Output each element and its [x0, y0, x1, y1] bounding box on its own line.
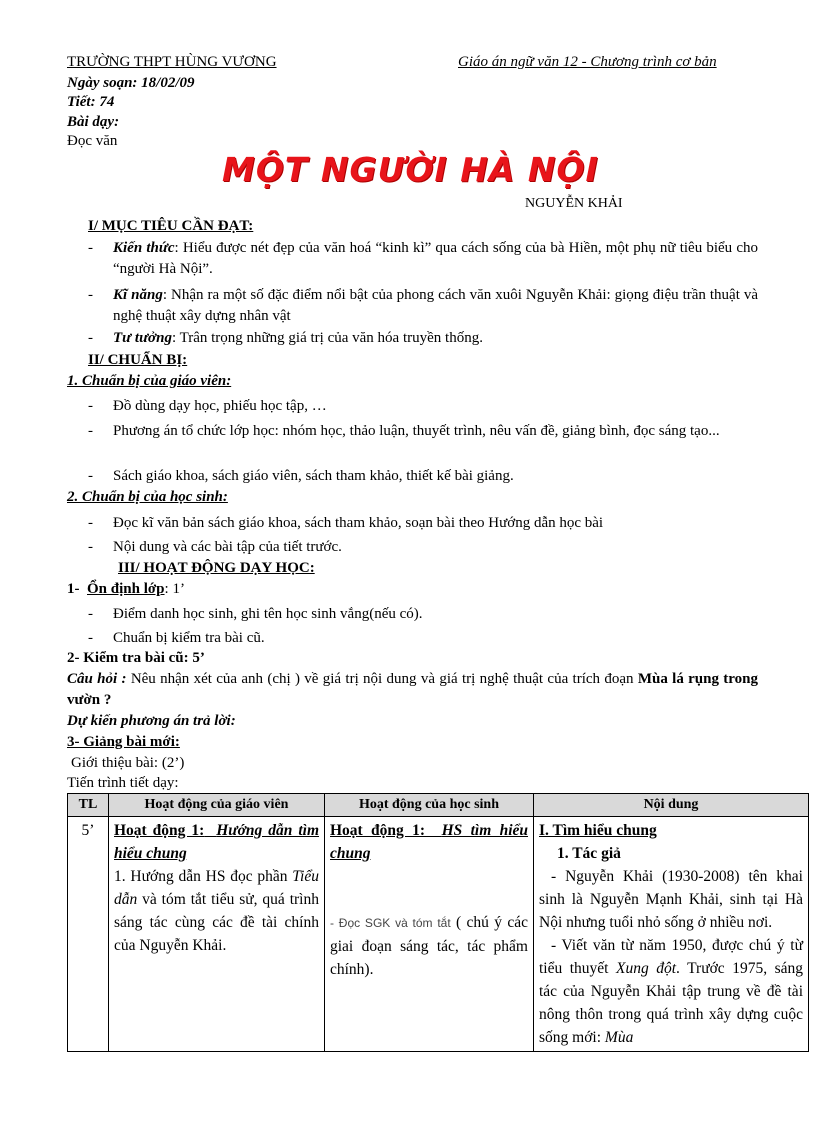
body-emphasis: Mùa — [604, 1029, 634, 1046]
body-text: và tóm tắt tiểu sử, quá trình sáng tác cùng các đề tài chính của Nguyễn Khải. — [114, 891, 319, 954]
question-title: Mùa — [637, 671, 668, 687]
student-prep-item: Đọc kĩ văn bản sách giáo khoa, sách tham khảo, soạn bài theo Hướng dẫn học bài — [113, 515, 604, 531]
body-text: - Viết văn từ năm 1950, được chú ý từ tiểu thuyết — [539, 937, 803, 977]
objective-label: Kiến thức — [113, 240, 175, 256]
intro: Giới thiệu bài: (2’) — [71, 755, 185, 771]
bullet: - — [88, 539, 93, 555]
student-activity-cell — [325, 817, 534, 1052]
student-activity-title — [330, 819, 528, 865]
subject: Đọc văn — [67, 133, 118, 149]
question-text: Nêu nhận xét của anh (chị ) về giá trị nội dung và giá trị nghệ thuật của trích đoạn — [126, 671, 638, 687]
progress-label: Tiến trình tiết dạy: — [67, 775, 179, 791]
content-subheading: 1. Tác giả — [557, 845, 621, 862]
answer-plan: Dự kiến phương án trả lời: — [67, 713, 236, 729]
bullet: - — [88, 330, 93, 346]
activity-name: HS tìm hiểu chung — [330, 822, 529, 862]
page-title: MỘT NGƯỜI HÀ NỘI — [222, 150, 599, 189]
objective-skill — [113, 285, 758, 327]
step1 — [67, 581, 185, 598]
step1-number: 1- — [67, 581, 80, 597]
old-lesson-question — [67, 669, 758, 711]
body-text: . Trước 1975, sáng tác của Nguyễn Khải tập trung về đề tài nông thôn trong quá trình xây dựng cuộc sống mới: — [539, 960, 803, 1046]
question-title-cont: lá rụng trong vườn ? — [67, 671, 759, 708]
table-row — [68, 817, 809, 1052]
lesson-table — [67, 793, 809, 1052]
activity-number: Hoạt động 1: — [114, 822, 205, 839]
body-text: - Đọc SGK và tóm tắt — [330, 916, 451, 930]
step1-item: Điểm danh học sinh, ghi tên học sinh vắng(nếu có). — [113, 606, 423, 622]
section1-heading: I/ MỤC TIÊU CẦN ĐẠT: — [88, 218, 254, 234]
col-header-time: TL — [68, 794, 109, 817]
prep-date: Ngày soạn: 18/02/09 — [67, 75, 195, 91]
step1-time: : 1’ — [164, 581, 185, 597]
content-paragraph: - Nguyễn Khải (1930-2008) tên khai sinh là Nguyễn Mạnh Khải, sinh tại Hà Nội nhưng tuổi nhỏ sống ở nhiều nơi. — [539, 868, 803, 931]
bullet: - — [88, 606, 93, 622]
bullet: - — [88, 630, 93, 646]
body-text: ( chú ý các giai đoạn sáng tác, tác phẩm chính). — [330, 914, 528, 978]
student-prep-item: Nội dung và các bài tập của tiết trước. — [113, 539, 342, 555]
step1-item: Chuẩn bị kiểm tra bài cũ. — [113, 630, 265, 646]
time-cell: 5’ — [68, 817, 109, 1052]
table-header-row — [68, 794, 809, 817]
step3: 3- Giảng bài mới: — [67, 734, 180, 750]
bullet: - — [88, 423, 93, 439]
teacher-prep-heading: 1. Chuẩn bị của giáo viên: — [67, 373, 232, 389]
activity-number: Hoạt động 1: — [330, 822, 425, 839]
teacher-prep-item: Phương án tổ chức lớp học: nhóm học, thảo luận, thuyết trình, nêu vấn đề, giảng bình, đọc sáng tạo... — [113, 423, 720, 439]
body-emphasis: Xung đột — [616, 960, 677, 977]
col-header-teacher: Hoạt động của giáo viên — [109, 794, 325, 817]
col-header-student: Hoạt động của học sinh — [325, 794, 534, 817]
student-activity-body — [330, 911, 528, 981]
objective-label: Tư tưởng — [113, 330, 172, 346]
bullet: - — [88, 468, 93, 484]
content-heading: I. Tìm hiểu chung — [539, 822, 657, 839]
objective-attitude — [113, 328, 758, 349]
content-cell — [534, 817, 809, 1052]
period: Tiết: 74 — [67, 94, 115, 110]
step1-label: Ổn định lớp — [87, 581, 165, 597]
step2: 2- Kiểm tra bài cũ: 5’ — [67, 650, 205, 666]
bullet: - — [88, 240, 93, 256]
teacher-prep-item: Sách giáo khoa, sách giáo viên, sách tham khảo, thiết kế bài giảng. — [113, 468, 514, 484]
section3-heading: III/ HOẠT ĐỘNG DẠY HỌC: — [118, 560, 315, 576]
lesson-label: Bài dạy: — [67, 114, 120, 130]
lesson-plan-label: Giáo án ngữ văn 12 - Chương trình cơ bản — [458, 54, 717, 70]
teacher-activity-title — [114, 819, 319, 865]
objective-text: : Trân trọng những giá trị của văn hóa truyền thống. — [171, 330, 483, 346]
objective-knowledge — [113, 238, 758, 280]
bullet: - — [88, 515, 93, 531]
school-name: TRƯỜNG THPT HÙNG VƯƠNG — [67, 54, 277, 70]
objective-text: : Hiểu được nét đẹp của văn hoá “kinh kì” qua cách sống của bà Hiền, một phụ nữ tiêu biểu cho “người Hà Nội”. — [113, 240, 758, 277]
body-text: 1. Hướng dẫn HS đọc phần — [114, 868, 293, 885]
student-prep-heading: 2. Chuẩn bị của học sinh: — [67, 489, 228, 505]
objective-label: Kĩ năng — [113, 287, 163, 303]
question-label: Câu hỏi : — [67, 671, 127, 687]
teacher-activity-cell — [109, 817, 325, 1052]
bullet: - — [88, 287, 93, 303]
author: NGUYỄN KHẢI — [525, 196, 623, 211]
teacher-prep-item: Đồ dùng dạy học, phiếu học tập, … — [113, 398, 327, 414]
bullet: - — [88, 398, 93, 414]
content-paragraph — [539, 934, 803, 1049]
objective-text: : Nhận ra một số đặc điểm nổi bật của phong cách văn xuôi Nguyễn Khải: giọng điệu trần thuật và nghệ thuật xây dựng nhân vật — [113, 287, 758, 324]
body-emphasis: Tiểu dẫn — [114, 868, 319, 908]
teacher-activity-body — [114, 865, 319, 957]
section2-heading: II/ CHUẨN BỊ: — [88, 352, 188, 368]
col-header-content: Nội dung — [534, 794, 809, 817]
activity-name: Hướng dẫn tìm hiểu chung — [114, 822, 320, 862]
